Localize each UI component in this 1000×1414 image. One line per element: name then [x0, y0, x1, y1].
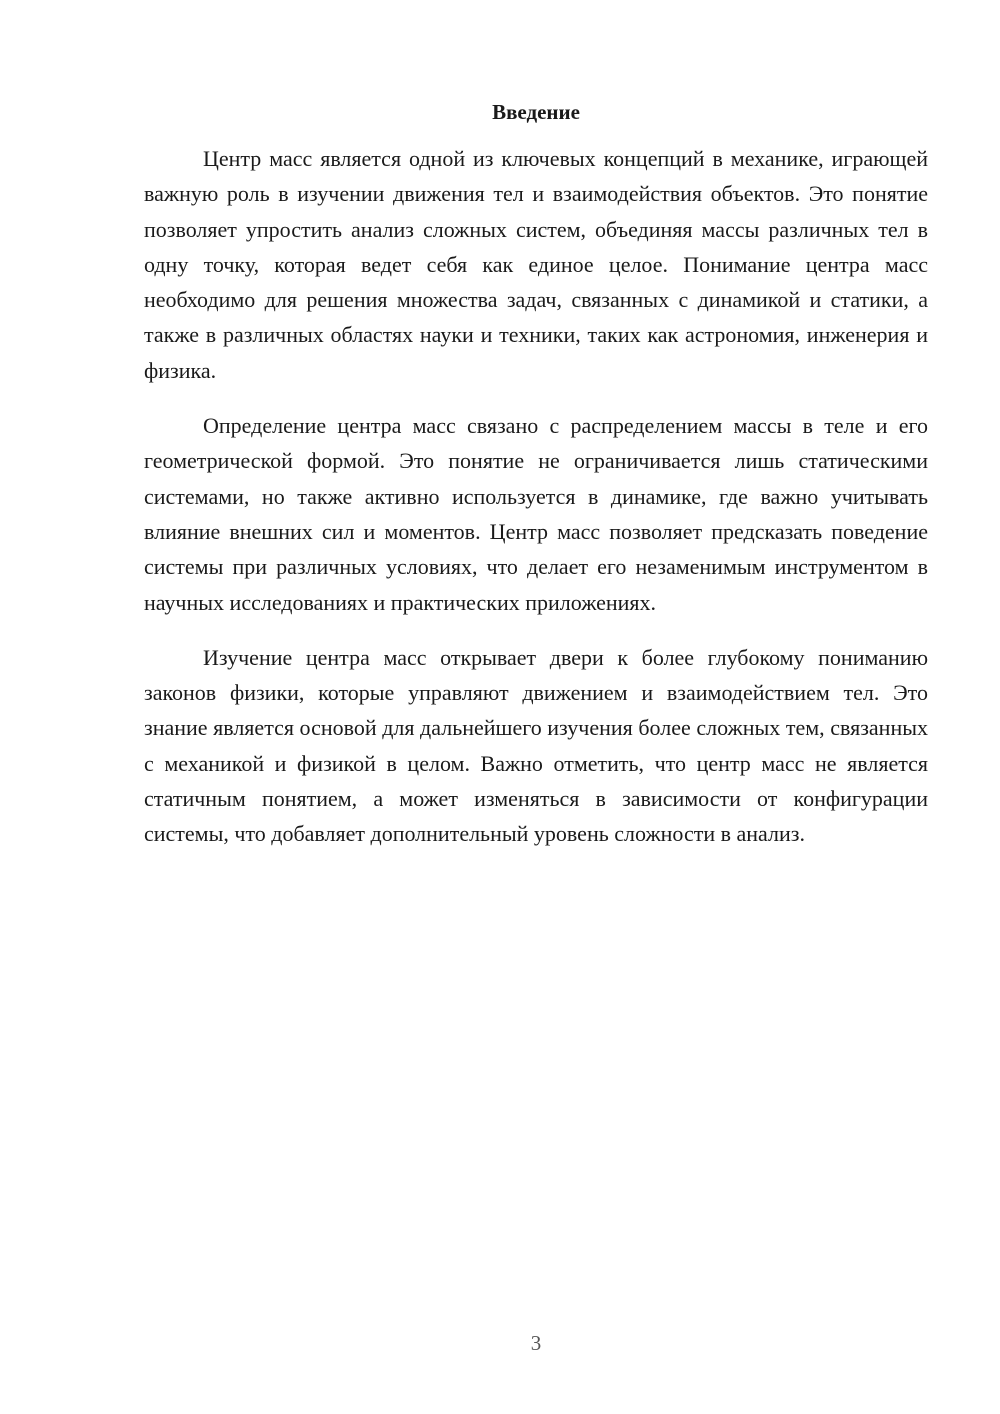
page-content: [144, 96, 928, 872]
paragraph-3: Изучение центра масс открывает двери к более глубокому пониманию законов физики, которые управляют движением и взаимодействием тел. Это знание является основой для дальнейшего изучения более сложных тем, связанных с механикой и физикой в целом. Важно отметить, что центр масс не является статичным понятием, а может изменяться в зависимости от конфигурации системы, что добавляет дополнительный уровень сложности в анализ.: [144, 644, 928, 847]
paragraph-2: Определение центра масс связано с распределением массы в теле и его геометрической формой. Это понятие не ограничивается лишь статическими системами, но также активно используется в динамике, где важно учитывать влияние внешних сил и моментов. Центр масс позволяет предсказать поведение системы при различных условиях, что делает его незаменимым инструментом в научных исследованиях и практических приложениях.: [144, 413, 928, 615]
section-title: Введение: [492, 100, 580, 124]
page-number: 3: [530, 1331, 542, 1355]
paragraph-1: Центр масс является одной из ключевых концепций в механике, играющей важную роль в изучении движения тел и взаимодействия объектов. Это понятие позволяет упростить анализ сложных систем, объединяя массы различных тел в одну точку, которая ведет себя как единое целое. Понимание центра масс необходимо для решения множества задач, связанных с динамикой и статики, а также в различных областях науки и техники, таких как астрономия, инженерия и физика.: [144, 146, 928, 383]
